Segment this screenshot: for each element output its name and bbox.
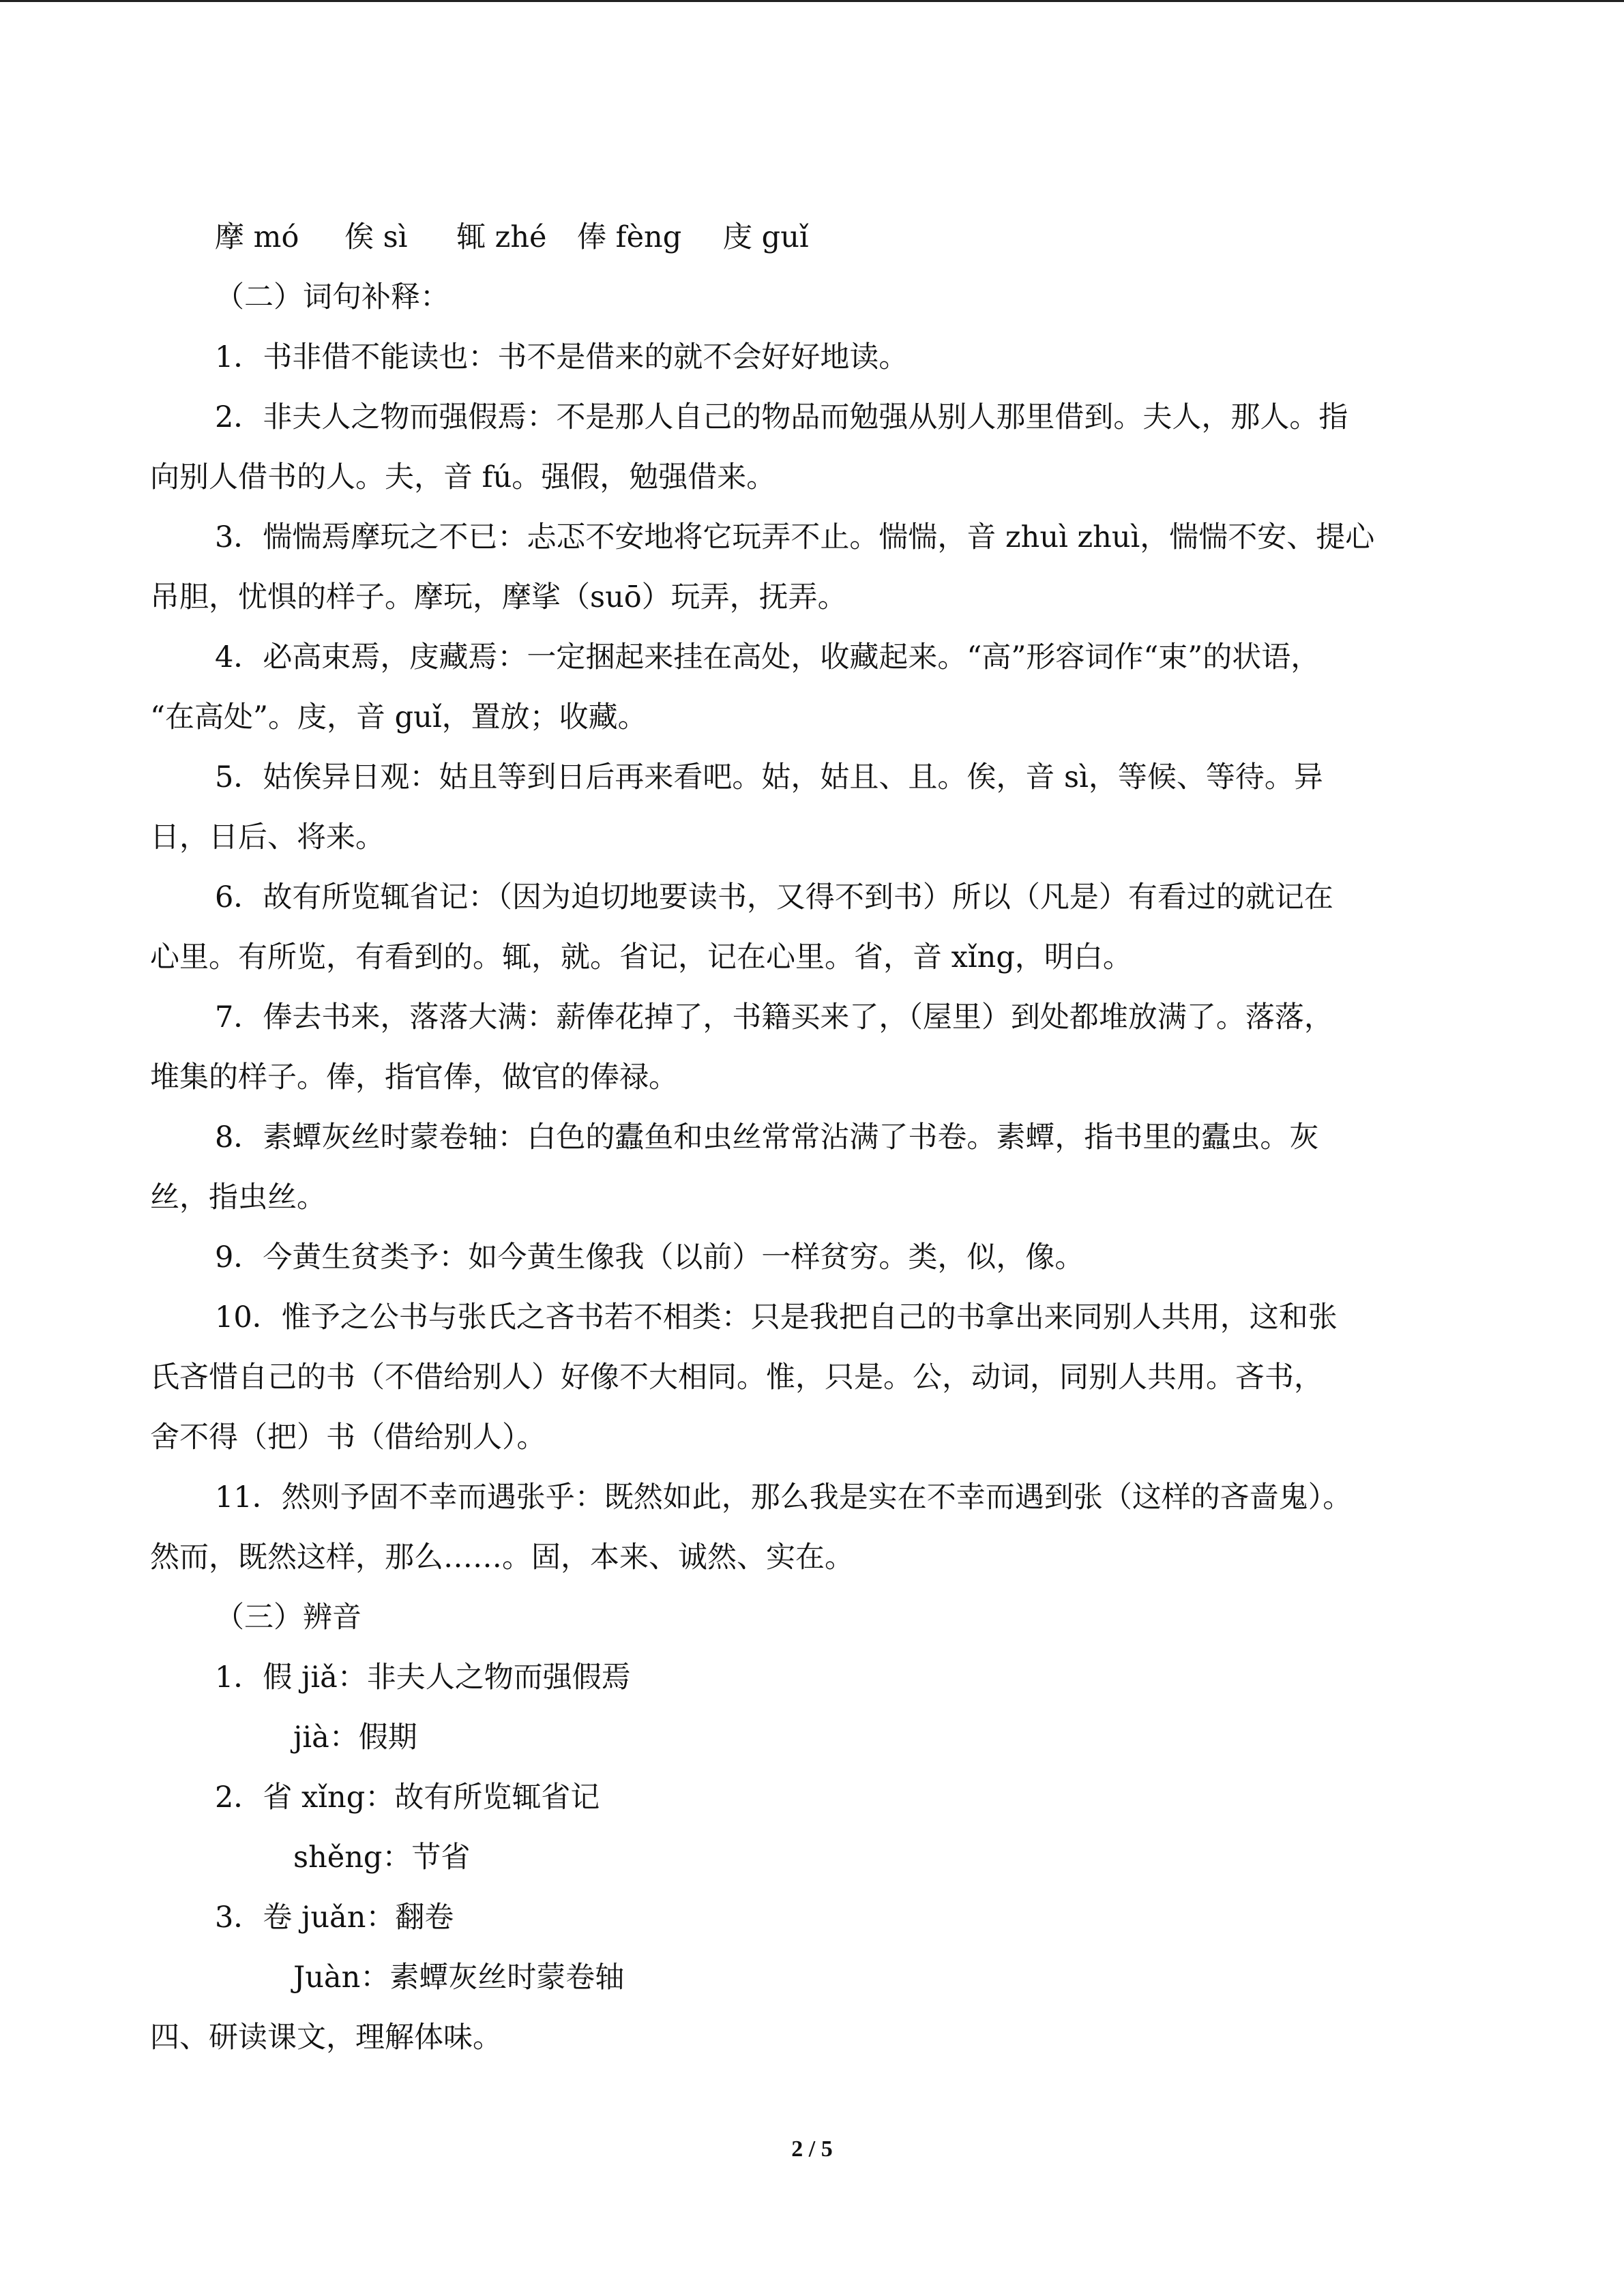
note-line: 吊胆，忧惧的样子。摩玩，摩挲（suō）玩弄，抚弄。 (150, 580, 847, 614)
note-line: 11．然则予固不幸而遇张乎：既然如此，那么我是实在不幸而遇到张（这样的吝啬鬼）。 (215, 1480, 1353, 1515)
pronunciation-line: jià：假期 (293, 1720, 417, 1755)
pinyin-item: 俸 fèng (577, 220, 682, 254)
pronunciation-line: shěng：节省 (293, 1840, 471, 1875)
note-line: “在高处”。庋，音 guǐ，置放；收藏。 (150, 700, 647, 734)
pronunciation-line: 2．省 xǐng：故有所览辄省记 (215, 1780, 600, 1815)
pinyin-item: 俟 sì (344, 220, 408, 254)
note-line: 2．非夫人之物而强假焉：不是那人自己的物品而勉强从别人那里借到。夫人，那人。指 (215, 400, 1348, 434)
note-line: 4．必高束焉，庋藏焉：一定捆起来挂在高处，收藏起来。“高”形容词作“束”的状语， (215, 640, 1320, 674)
pronunciation-line: 3．卷 juǎn：翻卷 (215, 1900, 454, 1935)
page-number: 2 / 5 (791, 2136, 833, 2162)
pinyin-item: 辄 zhé (456, 220, 547, 254)
pinyin-list (150, 217, 1487, 258)
top-border-rule (0, 0, 1624, 2)
note-line: 丝，指虫丝。 (150, 1180, 326, 1214)
section-heading: 四、研读课文，理解体味。 (150, 2021, 502, 2055)
note-line: 向别人借书的人。夫，音 fú。强假，勉强借来。 (150, 460, 776, 494)
note-line: 心里。有所览，有看到的。辄，就。省记，记在心里。省，音 xǐng，明白。 (150, 940, 1132, 974)
note-line: 堆集的样子。俸，指官俸，做官的俸禄。 (150, 1060, 678, 1094)
section-heading: （二）词句补释： (215, 280, 449, 314)
pronunciation-line: 1．假 jiǎ：非夫人之物而强假焉 (215, 1660, 631, 1695)
note-line: 舍不得（把）书（借给别人）。 (150, 1420, 546, 1455)
pronunciation-line: Juàn：素蟫灰丝时蒙卷轴 (293, 1960, 625, 1995)
pinyin-item: 庋 guǐ (723, 220, 809, 254)
note-line: 8．素蟫灰丝时蒙卷轴：白色的蠹鱼和虫丝常常沾满了书卷。素蟫，指书里的蠹虫。灰 (215, 1120, 1319, 1154)
note-line: 氏吝惜自己的书（不借给别人）好像不大相同。惟，只是。公，动词，同别人共用。吝书， (150, 1360, 1323, 1395)
note-line: 1．书非借不能读也：书不是借来的就不会好好地读。 (215, 340, 909, 374)
note-line: 7．俸去书来，落落大满：薪俸花掉了，书籍买来了，（屋里）到处都堆放满了。落落， (215, 1000, 1333, 1034)
pinyin-item: 摩 mó (215, 220, 299, 254)
note-line: 5．姑俟异日观：姑且等到日后再来看吧。姑，姑且、且。俟，音 sì，等候、等待。异 (215, 760, 1323, 794)
note-line: 然而，既然这样，那么……。固，本来、诚然、实在。 (150, 1540, 854, 1575)
note-line: 6．故有所览辄省记：（因为迫切地要读书，又得不到书）所以（凡是）有看过的就记在 (215, 880, 1333, 914)
note-line: 日，日后、将来。 (150, 820, 385, 854)
note-line: 9．今黄生贫类予：如今黄生像我（以前）一样贫穷。类，似，像。 (215, 1240, 1084, 1274)
note-line: 3．惴惴焉摩玩之不已：忐忑不安地将它玩弄不止。惴惴，音 zhuì zhuì，惴惴不安、提心 (215, 520, 1375, 554)
section-heading: （三）辨音 (215, 1600, 361, 1635)
note-line: 10．惟予之公书与张氏之吝书若不相类：只是我把自己的书拿出来同别人共用，这和张 (215, 1300, 1338, 1335)
